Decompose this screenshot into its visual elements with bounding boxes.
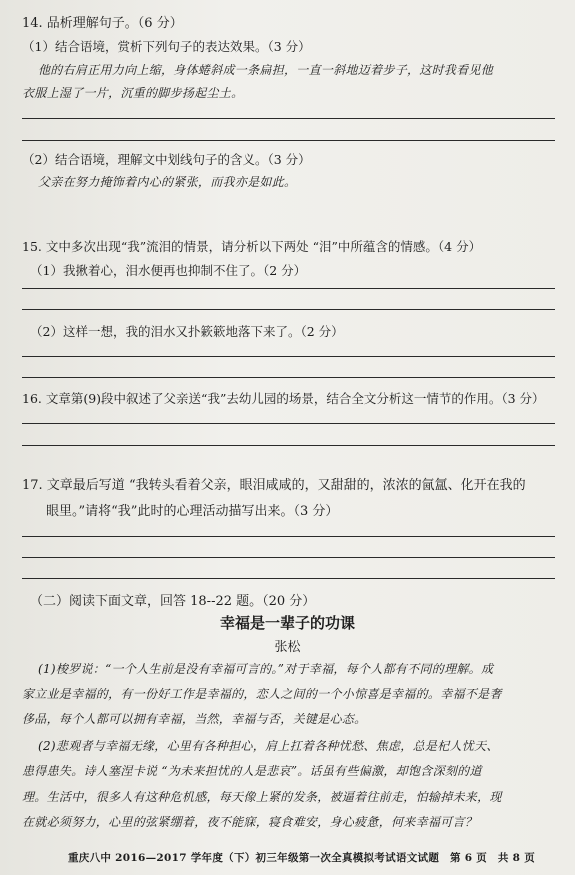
answer-line [22,309,555,310]
answer-line [22,118,555,119]
question-14-part2-prompt: （2）结合语境，理解文中划线句子的含义。（3 分） [22,152,311,167]
reading-section-intro: （二）阅读下面文章，回答 18--22 题。（20 分） [30,594,316,609]
question-15-part2: （2）这样一想，我的泪水又扑簌簌地落下来了。（2 分） [30,324,344,339]
question-14-part1-text-line1: 他的右肩正用力向上缩，身体蜷斜成一条扁担，一直一斜地迈着步子，这时我看见他 [38,63,494,77]
question-14-part2-text: 父亲在努力掩饰着内心的紧张，而我亦是如此。 [38,175,297,189]
question-14-heading: 14. 品析理解句子。（6 分） [22,16,183,31]
paragraph-1-line1: (1)梭罗说：“一个人生前是没有幸福可言的。”对于幸福，每个人都有不同的理解。成 [38,662,494,676]
paragraph-2-line4: 在就必须努力，心里的弦紧绷着，夜不能寐，寝食难安，身心疲惫，何来幸福可言？ [22,815,478,829]
paragraph-1-line3: 侈品，每个人都可以拥有幸福，当然，幸福与否，关键是心态。 [22,712,367,726]
article-author: 张松 [274,640,301,655]
paragraph-2-line2: 患得患失。诗人塞涅卡说 “为未来担忧的人是悲哀”。话虽有些偏激，却饱含深刻的道 [22,764,482,778]
answer-line [22,377,555,378]
question-15-heading: 15. 文中多次出现“我”流泪的情景，请分析以下两处 “泪”中所蕴含的情感。（4 分） [22,239,482,254]
question-14-part1-text-line2: 衣服上湿了一片，沉重的脚步扬起尘土。 [22,86,244,100]
answer-line [22,578,555,579]
paragraph-2-line1: (2)悲观者与幸福无缘，心里有各种担心，肩上扛着各种忧愁、焦虑，总是杞人忧天、 [38,739,499,753]
page-footer: 重庆八中 2016—2017 学年度（下）初三年级第一次全真模拟考试语文试题 第 6 页 共 8 页 [68,852,535,864]
question-14-part1-prompt: （1）结合语境，赏析下列句子的表达效果。（3 分） [22,39,311,54]
paragraph-1-line2: 家立业是幸福的，有一份好工作是幸福的，恋人之间的一个小惊喜是幸福的。幸福不是奢 [22,687,502,701]
question-15-part1: （1）我揪着心，泪水便再也抑制不住了。（2 分） [30,263,307,278]
answer-line [22,445,555,446]
answer-line [22,536,555,537]
article-title: 幸福是一辈子的功课 [219,614,355,632]
answer-line [22,557,555,558]
answer-line [22,423,555,424]
answer-line [22,140,555,141]
answer-line [22,356,555,357]
paragraph-2-line3: 理。生活中，很多人有这种危机感，每天像上紧的发条，被逼着往前走，怕输掉未来，现 [22,790,502,804]
question-16-heading: 16. 文章第(9)段中叙述了父亲送“我”去幼儿园的场景，结合全文分析这一情节的作用。（3 分） [22,391,545,406]
question-17-line1: 17. 文章最后写道 “我转头看着父亲，眼泪咸咸的，又甜甜的，浓浓的氤氲、化开在我的 [22,478,526,493]
answer-line [22,288,555,289]
question-17-line2: 眼里。”请将“我”此时的心理活动描写出来。（3 分） [46,504,339,519]
